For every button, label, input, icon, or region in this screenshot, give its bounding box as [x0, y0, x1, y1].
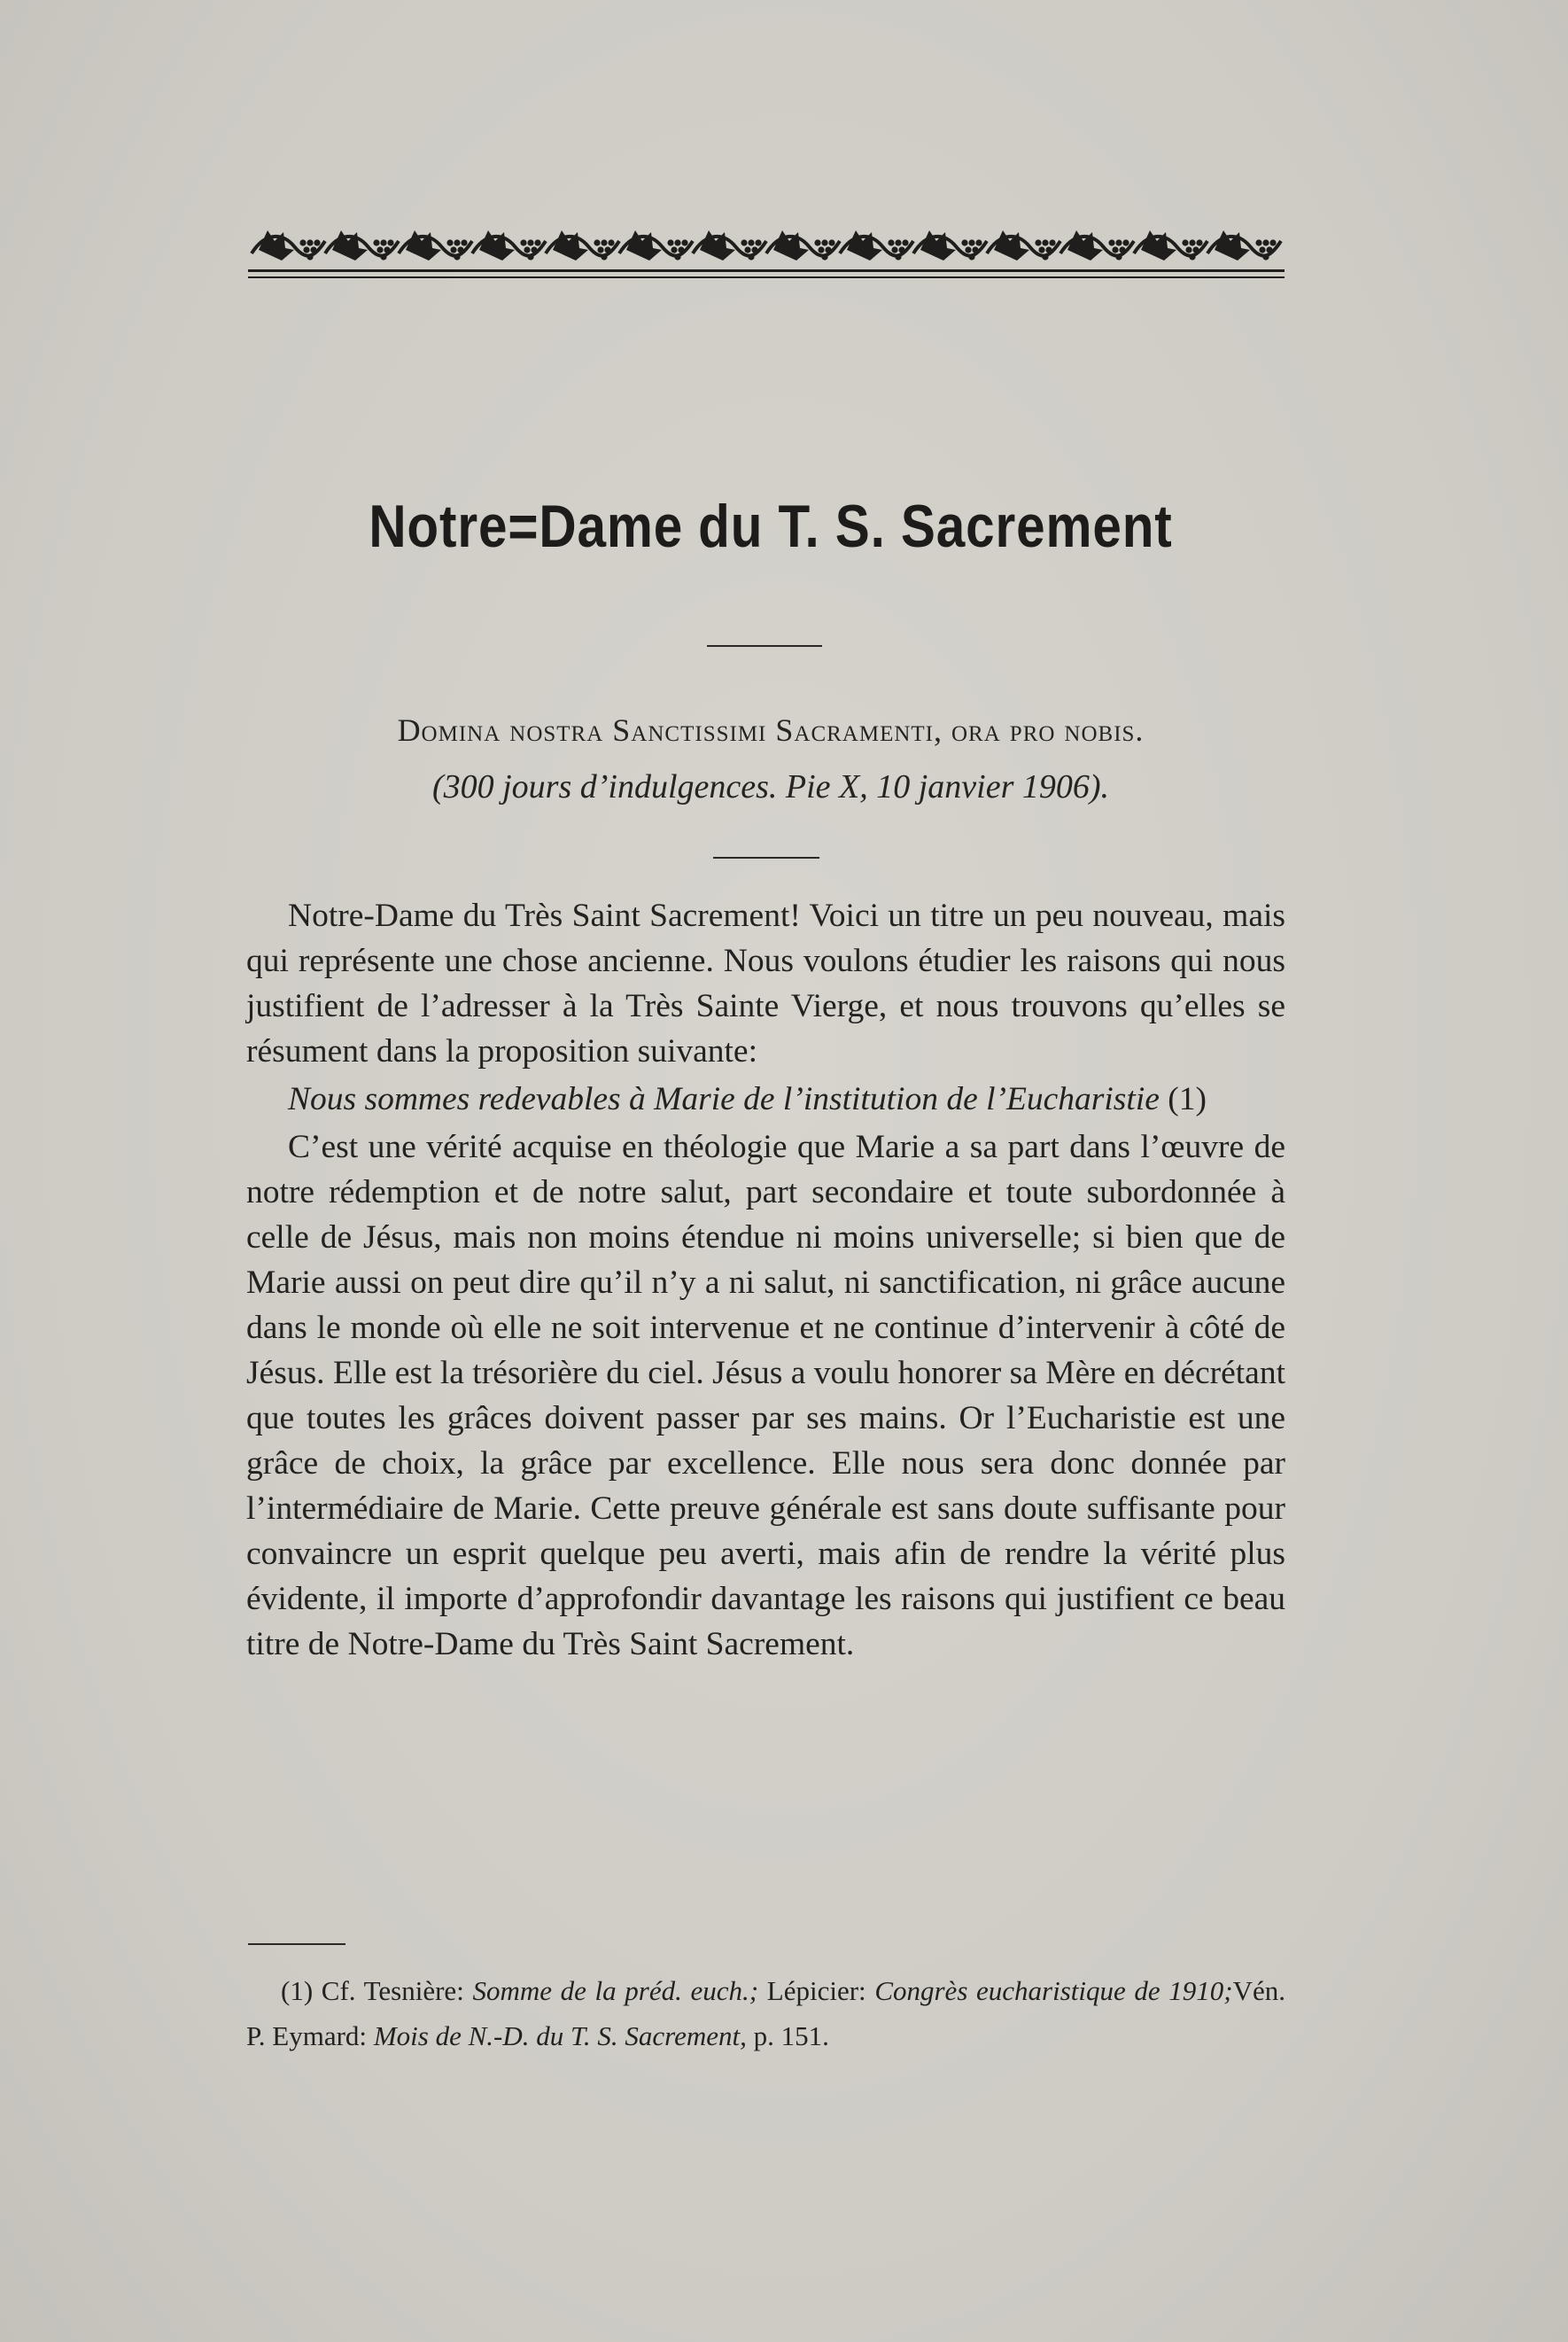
vine-motif — [546, 230, 619, 261]
footnote-author: Tesnière: — [363, 1975, 464, 2006]
vine-motif — [1207, 230, 1281, 261]
footnote-page: p. 151. — [753, 2020, 829, 2051]
footnote-work: Congrès eucharistique de 1910; — [874, 1975, 1233, 2006]
body-text — [246, 893, 1285, 1667]
vine-motif — [252, 230, 325, 261]
indulgence-note: (300 jours d’indulgences. Pie X, 10 janvier 1906). — [431, 768, 1110, 805]
footnote-author: Vén. P. Eymard: — [246, 1975, 1286, 2051]
vine-motif — [325, 230, 399, 261]
paragraph: Notre-Dame du Très Saint Sacrement! Voici un titre un peu nouveau, mais qui représente une chose ancienne. Nous voulons étudier les raisons qui nous justifient de l’adresser à la Très Sainte Vierge, et nous trouvons qu’elles se résument dans la proposition suivante: — [246, 898, 1285, 1070]
invocation-line: Domina nostra Sanctissimi Sacramenti, ora pro nobis. — [397, 712, 1145, 748]
footnote-reference: (1) — [1168, 1081, 1207, 1117]
vine-motif — [472, 230, 546, 261]
vine-motif — [1134, 230, 1207, 261]
vine-motif — [1060, 230, 1134, 261]
vine-motif — [987, 230, 1060, 261]
footnote-work: Somme de la préd. euch.; — [472, 1975, 759, 2006]
vine-motif — [766, 230, 840, 261]
section-divider — [713, 857, 819, 859]
grapevine-ornament-icon — [248, 214, 1285, 284]
vine-motif — [693, 230, 766, 261]
footnote-divider — [248, 1943, 345, 1945]
vine-motif — [840, 230, 913, 261]
section-heading-text: Nous sommes redevables à Marie de l’institution de l’Eucharistie — [288, 1081, 1160, 1117]
footnote-work: Mois de N.-D. du T. S. Sacrement, — [373, 2020, 747, 2051]
vine-motif — [619, 230, 693, 261]
vine-motif — [913, 230, 987, 261]
footnote — [246, 1968, 1285, 2058]
paragraph: C’est une vérité acquise en théologie que Marie a sa part dans l’œuvre de notre rédemption et de notre salut, part secondaire et toute subordonnée à celle de Jésus, mais non moins étendue ni moins universelle; si bien que de Marie aussi on peut dire qu’il n’y a ni salut, ni sanctification, ni grâce aucune dans le monde où elle ne soit intervenue et ne continue d’intervenir à côté de Jésus. Elle est la trésorière du ciel. Jésus a voulu honorer sa Mère en décrétant que toutes les grâces doivent passer par ses mains. Or l’Eucharistie est une grâce de choix, la grâce par excellence. Elle nous sera donc donnée par l’intermédiaire de Marie. Cette preuve générale est sans doute suffisante pour convaincre un esprit quelque peu averti, mais afin de rendre la vérité plus évidente, il importe d’approfondir davantage les raisons qui justifient ce beau titre de Notre-Dame du Très Saint Sacrement. — [246, 1129, 1285, 1662]
title-divider — [707, 645, 822, 647]
footnote-marker: (1) Cf. — [281, 1975, 356, 2006]
footnote-author: Lépicier: — [766, 1975, 866, 2006]
page-title: Notre=Dame du T. S. Sacrement — [369, 493, 1173, 560]
vine-motif — [399, 230, 472, 261]
section-heading — [246, 1077, 1285, 1122]
